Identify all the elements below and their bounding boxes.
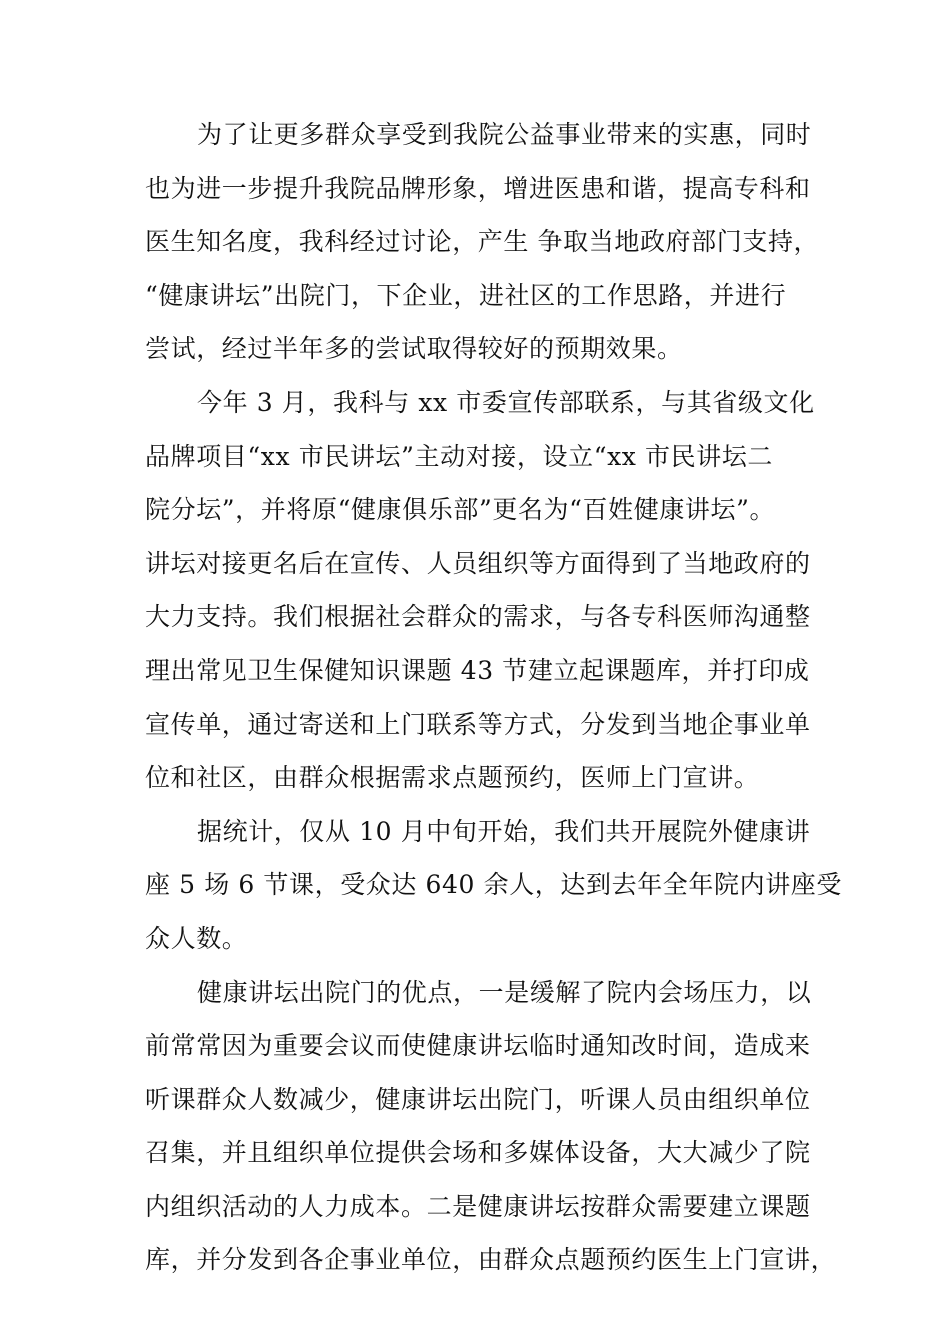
paragraph-2-line-4: 讲坛对接更名后在宣传、人员组织等方面得到了当地政府的	[145, 548, 811, 578]
paragraph-3-line-3: 众人数。	[145, 923, 248, 953]
document-body	[145, 108, 843, 1287]
paragraph-2-line-5: 大力支持。我们根据社会群众的需求，与各专科医师沟通整	[145, 602, 811, 632]
paragraph-4-line-2: 前常常因为重要会议而使健康讲坛临时通知改时间，造成来	[145, 1031, 811, 1061]
paragraph-3-line-1: 据统计，仅从 10 月中旬开始，我们共开展院外健康讲	[197, 816, 811, 846]
paragraph-1-line-3: 医生知名度，我科经过讨论，产生 争取当地政府部门支持，	[145, 227, 820, 257]
paragraph-4-line-6: 库，并分发到各企事业单位，由群众点题预约医生上门宣讲，	[145, 1245, 837, 1275]
paragraph-2-line-8: 位和社区，由群众根据需求点题预约，医师上门宣讲。	[145, 763, 760, 793]
paragraph-3-line-2: 座 5 场 6 节课，受众达 640 余人，达到去年全年院内讲座受	[145, 870, 843, 900]
paragraph-2-line-7: 宣传单，通过寄送和上门联系等方式，分发到当地企事业单	[145, 709, 811, 739]
paragraph-4-line-3: 听课群众人数减少，健康讲坛出院门，听课人员由组织单位	[145, 1084, 811, 1114]
paragraph-4-line-4: 召集，并且组织单位提供会场和多媒体设备，大大减少了院	[145, 1138, 811, 1168]
paragraph-2-line-2: 品牌项目“xx 市民讲坛”主动对接，设立“xx 市民讲坛二	[145, 441, 774, 471]
paragraph-1-line-2: 也为进一步提升我院品牌形象，增进医患和谐，提高专科和	[145, 173, 811, 203]
paragraph-2-line-1: 今年 3 月，我科与 xx 市委宣传部联系，与其省级文化	[197, 387, 815, 417]
paragraph-2-line-6: 理出常见卫生保健知识课题 43 节建立起课题库，并打印成	[145, 655, 810, 685]
paragraph-2-line-3: 院分坛”，并将原“健康俱乐部”更名为“百姓健康讲坛”。	[145, 495, 776, 525]
paragraph-1-line-1: 为了让更多群众享受到我院公益事业带来的实惠，同时	[197, 120, 812, 149]
paragraph-4-line-5: 内组织活动的人力成本。二是健康讲坛按群众需要建立课题	[145, 1191, 811, 1221]
paragraph-4-line-1: 健康讲坛出院门的优点，一是缓解了院内会场压力，以	[197, 977, 812, 1007]
paragraph-1-line-4: “健康讲坛”出院门，下企业，进社区的工作思路，并进行	[145, 280, 787, 310]
paragraph-1-line-5: 尝试，经过半年多的尝试取得较好的预期效果。	[145, 334, 683, 364]
